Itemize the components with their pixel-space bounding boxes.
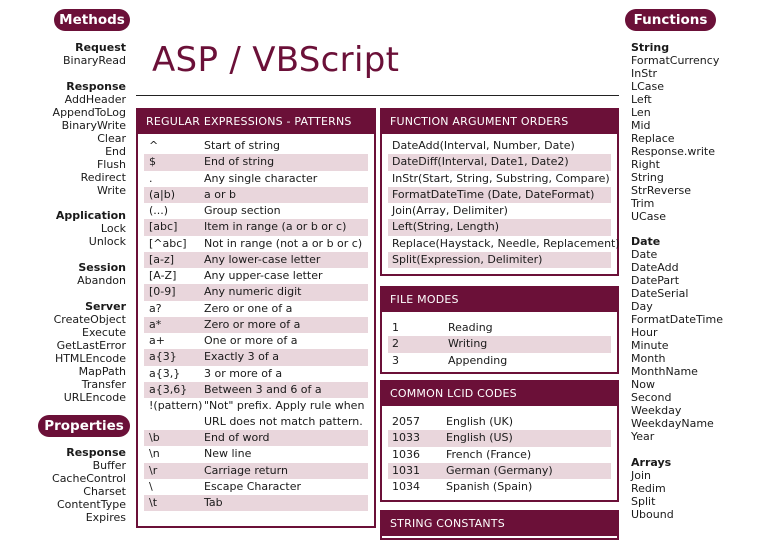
regex-description: Any single character [204, 171, 318, 185]
regex-pattern: [a-z] [149, 252, 175, 266]
regex-description: Start of string [204, 139, 281, 152]
regex-pattern: \t [149, 496, 158, 509]
method-item: End [105, 145, 126, 158]
regex-pattern: a+ [149, 334, 165, 347]
method-group [0, 80, 126, 197]
lcid-row [388, 463, 611, 479]
lcid-codes-panel [380, 380, 619, 502]
functions-heading: Functions [625, 9, 716, 31]
regex-pattern: $ [149, 155, 156, 169]
regex-pattern: a* [149, 317, 162, 331]
method-group-title: Response [66, 80, 126, 93]
regex-description: Item in range (a or b or c) [204, 220, 347, 234]
regex-pattern: \r [149, 463, 158, 477]
regex-row [144, 154, 368, 170]
regex-description: Zero or more of a [204, 317, 301, 331]
regex-pattern: a{3} [149, 350, 177, 364]
property-group-title: Response [66, 446, 126, 459]
function-item: Second [631, 391, 672, 404]
method-group-title: Request [75, 41, 126, 54]
regex-pattern: \b [149, 431, 160, 444]
function-item: Month [631, 352, 666, 365]
regex-description: One or more of a [204, 334, 298, 347]
regex-pattern: !(pattern) [149, 399, 203, 412]
property-item: ContentType [56, 498, 126, 511]
function-item: Ubound [631, 508, 674, 521]
regex-row [144, 479, 368, 495]
lcid-row [388, 430, 611, 446]
regex-description: Tab [204, 496, 223, 509]
regex-pattern: (a|b) [149, 187, 176, 201]
method-item: AppendToLog [52, 106, 126, 119]
function-group-title: Arrays [631, 456, 672, 469]
function-item: Year [631, 430, 655, 443]
function-item: DateSerial [631, 287, 689, 300]
function-item: Weekday [631, 404, 682, 417]
function-item: Split [631, 495, 656, 508]
regex-pattern: (...) [149, 204, 169, 217]
method-item: Clear [97, 132, 126, 145]
function-signature: DateAdd(Interval, Number, Date) [392, 139, 575, 152]
method-item: BinaryWrite [61, 119, 126, 132]
method-group [0, 41, 126, 67]
regex-row [144, 366, 368, 382]
regex-row [144, 171, 368, 187]
property-item: CacheControl [52, 472, 126, 485]
method-item: Abandon [77, 274, 126, 287]
regex-description: Between 3 and 6 of a [204, 382, 322, 396]
regex-description: Not in range (not a or b or c) [204, 236, 363, 250]
function-argument-row [388, 187, 611, 203]
string-constants-panel [380, 510, 619, 540]
method-group-title: Session [78, 261, 126, 274]
method-item: GetLastError [56, 339, 126, 352]
regex-row [144, 382, 368, 398]
regex-patterns-panel [136, 108, 376, 528]
lcid-code: 1036 [392, 447, 420, 461]
regex-pattern: \ [149, 479, 153, 493]
regex-row [144, 430, 368, 446]
regex-row [144, 317, 368, 333]
method-item: MapPath [78, 365, 126, 378]
method-item: URLEncode [63, 391, 126, 404]
regex-pattern: a{3,} [149, 366, 181, 380]
regex-description: a or b [204, 187, 236, 201]
file-mode-name: Reading [448, 321, 493, 334]
regex-pattern: [A-Z] [149, 269, 177, 282]
lcid-codes-header: COMMON LCID CODES [382, 382, 617, 406]
function-group-title: String [631, 41, 670, 54]
regex-row [144, 236, 368, 252]
regex-row [144, 219, 368, 235]
lcid-language: French (France) [446, 447, 532, 461]
method-item: Redirect [80, 171, 126, 184]
file-mode-number: 1 [392, 321, 399, 334]
regex-description: End of word [204, 431, 270, 444]
regex-description: Escape Character [204, 479, 302, 493]
property-item: Expires [85, 511, 126, 524]
regex-row [144, 349, 368, 365]
function-argument-header: FUNCTION ARGUMENT ORDERS [382, 110, 617, 134]
regex-description: Any lower-case letter [204, 252, 321, 266]
function-item: Hour [631, 326, 658, 339]
regex-row [144, 463, 368, 479]
lcid-code: 1034 [392, 480, 420, 493]
method-item: CreateObject [53, 313, 126, 326]
function-item: Join [631, 469, 652, 482]
function-argument-table [382, 134, 620, 268]
file-modes-header: FILE MODES [382, 288, 617, 312]
regex-row [144, 268, 368, 284]
lcid-row [388, 479, 611, 495]
regex-description: Zero or one of a [204, 301, 293, 315]
function-signature: Left(String, Length) [392, 220, 500, 234]
lcid-code: 1031 [392, 463, 420, 477]
method-group [0, 209, 126, 248]
function-signature: FormatDateTime (Date, DateFormat) [392, 187, 595, 201]
regex-description: Group section [204, 204, 281, 217]
function-signature: InStr(Start, String, Substring, Compare) [392, 171, 610, 185]
function-argument-row [388, 219, 611, 235]
regex-row [144, 495, 368, 511]
regex-row [144, 398, 368, 430]
file-mode-number: 2 [392, 337, 399, 351]
function-item: InStr [631, 67, 658, 80]
function-item: Response.write [631, 145, 715, 158]
regex-description: 3 or more of a [204, 366, 283, 380]
lcid-row [388, 447, 611, 463]
method-item: Flush [96, 158, 126, 171]
file-mode-name: Appending [448, 353, 508, 367]
file-modes-panel [380, 286, 619, 374]
method-item: BinaryRead [63, 54, 126, 67]
function-item: Left [631, 93, 652, 106]
method-group-title: Server [85, 300, 126, 313]
function-signature: DateDiff(Interval, Date1, Date2) [392, 155, 569, 169]
method-item: HTMLEncode [54, 352, 126, 365]
lcid-language: English (US) [446, 431, 513, 445]
function-argument-row [388, 252, 611, 268]
function-item: LCase [631, 80, 665, 93]
method-item: Execute [82, 326, 126, 339]
file-mode-row [388, 353, 611, 369]
method-group [0, 300, 126, 404]
function-item: Date [631, 248, 658, 261]
regex-pattern: . [149, 171, 153, 185]
function-argument-row [388, 138, 611, 154]
function-item: MonthName [631, 365, 698, 378]
regex-patterns-header: REGULAR EXPRESSIONS - PATTERNS [138, 110, 374, 134]
function-argument-row [388, 203, 611, 219]
function-item: String [631, 171, 664, 184]
regex-description: New line [204, 447, 252, 461]
function-item: FormatCurrency [631, 54, 720, 67]
regex-description: Any upper-case letter [204, 269, 323, 282]
function-item: Redim [631, 482, 666, 495]
regex-pattern: a{3,6} [149, 382, 188, 396]
function-argument-row [388, 154, 611, 170]
regex-pattern: [0-9] [149, 285, 176, 299]
function-item: Trim [631, 197, 655, 210]
lcid-row [388, 414, 611, 430]
file-mode-row [388, 320, 611, 336]
function-item: Minute [631, 339, 669, 352]
function-item: DatePart [631, 274, 680, 287]
function-group-title: Date [631, 235, 661, 248]
file-mode-row [388, 336, 611, 352]
function-item: Len [631, 106, 651, 119]
page-title: ASP / VBScript [152, 40, 400, 80]
lcid-code: 1033 [392, 431, 420, 445]
properties-heading: Properties [38, 415, 130, 437]
regex-row [144, 252, 368, 268]
file-mode-number: 3 [392, 353, 399, 367]
function-group [631, 456, 761, 521]
function-group [631, 41, 761, 223]
function-argument-row [388, 171, 611, 187]
regex-row [144, 187, 368, 203]
function-item: Now [631, 378, 655, 391]
regex-description: End of string [204, 155, 275, 169]
method-group [0, 261, 126, 287]
regex-description: Any numeric digit [204, 285, 302, 299]
regex-pattern: ^ [149, 139, 159, 152]
lcid-code: 2057 [392, 415, 420, 428]
function-item: WeekdayName [631, 417, 714, 430]
regex-pattern: [abc] [149, 220, 178, 234]
method-item: AddHeader [64, 93, 126, 106]
regex-pattern: [^abc] [149, 236, 187, 250]
method-item: Lock [100, 222, 126, 235]
regex-description: "Not" prefix. Apply rule when URL does not match pattern. [204, 399, 365, 428]
function-argument-row [388, 236, 620, 252]
regex-row [144, 138, 368, 154]
regex-description: Carriage return [204, 463, 288, 477]
regex-row [144, 446, 368, 462]
function-item: Right [631, 158, 660, 171]
regex-description: Exactly 3 of a [204, 350, 279, 364]
regex-patterns-table [138, 134, 374, 511]
property-item: Charset [83, 485, 126, 498]
method-item: Transfer [81, 378, 126, 391]
lcid-language: English (UK) [446, 415, 514, 428]
function-signature: Split(Expression, Delimiter) [392, 252, 543, 266]
regex-row [144, 284, 368, 300]
function-signature: Replace(Haystack, Needle, Replacement) [392, 236, 620, 250]
regex-pattern: a? [149, 301, 162, 315]
function-item: Mid [631, 119, 651, 132]
regex-row [144, 301, 368, 317]
methods-heading: Methods [54, 9, 130, 31]
property-group [0, 446, 126, 524]
lcid-language: Spanish (Spain) [446, 480, 533, 493]
lcid-codes-table [382, 406, 617, 495]
regex-row [144, 203, 368, 219]
regex-row [144, 333, 368, 349]
function-signature: Join(Array, Delimiter) [392, 204, 508, 217]
function-argument-panel [380, 108, 619, 276]
function-item: FormatDateTime [631, 313, 723, 326]
method-item: Unlock [88, 235, 126, 248]
title-divider [136, 95, 619, 96]
string-constants-header: STRING CONSTANTS [382, 512, 617, 536]
file-mode-name: Writing [448, 337, 488, 351]
method-item: Write [96, 184, 126, 197]
regex-pattern: \n [149, 447, 160, 461]
function-item: Day [631, 300, 653, 313]
method-group-title: Application [55, 209, 126, 222]
function-item: StrReverse [631, 184, 692, 197]
lcid-language: German (Germany) [446, 463, 553, 477]
function-item: DateAdd [631, 261, 679, 274]
property-item: Buffer [92, 459, 126, 472]
file-modes-table [382, 312, 617, 369]
function-group [631, 235, 761, 443]
function-item: UCase [631, 210, 666, 223]
function-item: Replace [631, 132, 675, 145]
